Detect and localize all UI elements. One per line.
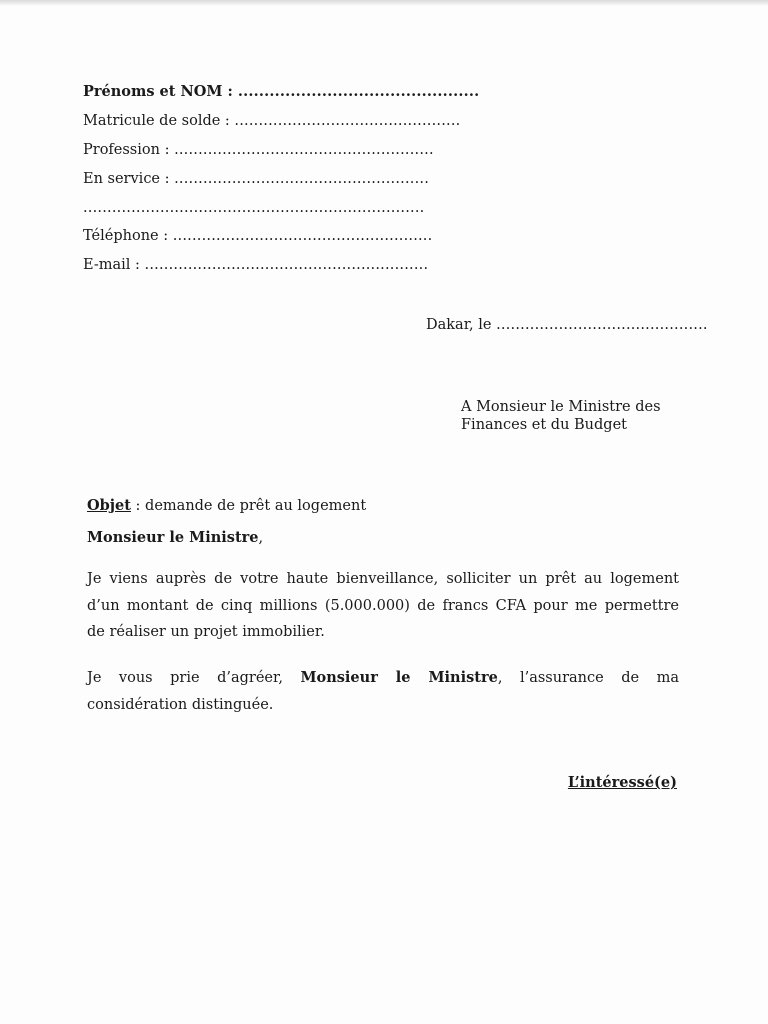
field-profession-label: Profession :: [83, 142, 170, 158]
field-extra-dots: .......................................................................: [83, 200, 425, 216]
field-name-label: Prénoms et NOM :: [83, 83, 233, 100]
sender-fields: [83, 82, 479, 284]
paragraph-1-line-2: d’un montant de cinq millions (5.000.000) de francs CFA pour me permettre: [87, 597, 679, 614]
salutation: [87, 529, 263, 546]
paragraph-2-line-2: considération distinguée.: [87, 696, 274, 713]
field-phone: [83, 226, 479, 255]
place-date-dots: ............................................: [496, 317, 708, 333]
paragraph-1-line-3: de réaliser un projet immobilier.: [87, 624, 325, 640]
subject-line: [87, 497, 366, 514]
salutation-punct: ,: [258, 530, 264, 546]
subject-label: Objet: [87, 497, 131, 514]
salutation-name: Monsieur le Ministre: [87, 529, 259, 546]
place-date: [426, 317, 708, 333]
body-paragraph-1: [87, 566, 679, 646]
field-name-dots: ..............................................: [237, 83, 480, 100]
field-profession-dots: ......................................................: [174, 142, 434, 158]
field-service: [83, 169, 479, 198]
field-profession: [83, 140, 479, 169]
field-matricule-dots: ...............................................: [234, 113, 461, 129]
field-name: [83, 82, 479, 111]
paragraph-2-text-a: Je vous prie d’agréer,: [87, 670, 301, 686]
subject-text: : demande de prêt au logement: [130, 498, 367, 514]
field-service-label: En service :: [83, 171, 170, 187]
field-matricule-label: Matricule de solde :: [83, 113, 230, 129]
field-email-label: E-mail :: [83, 257, 140, 273]
field-matricule: [83, 111, 479, 140]
field-phone-dots: ......................................................: [172, 228, 433, 244]
paragraph-2-line-1: [87, 665, 679, 692]
recipient-block: [461, 398, 661, 434]
field-email-dots: ...........................................................: [144, 257, 429, 273]
place-date-label: Dakar, le: [426, 317, 492, 333]
field-email: [83, 255, 479, 284]
signature: L’intéressé(e): [567, 774, 677, 791]
recipient-line-2: Finances et du Budget: [461, 417, 627, 433]
field-phone-label: Téléphone :: [83, 228, 169, 244]
recipient-line-1: A Monsieur le Ministre des: [461, 399, 661, 415]
body-paragraph-2: [87, 665, 679, 718]
paragraph-2-bold-title: Monsieur le Ministre: [300, 669, 498, 686]
field-extra-line: [83, 198, 479, 226]
paragraph-2-text-b: , l’assurance de ma: [497, 670, 679, 686]
paragraph-1-line-1: Je viens auprès de votre haute bienveillance, solliciter un prêt au logement: [87, 571, 679, 587]
field-service-dots: .....................................................: [174, 171, 430, 187]
